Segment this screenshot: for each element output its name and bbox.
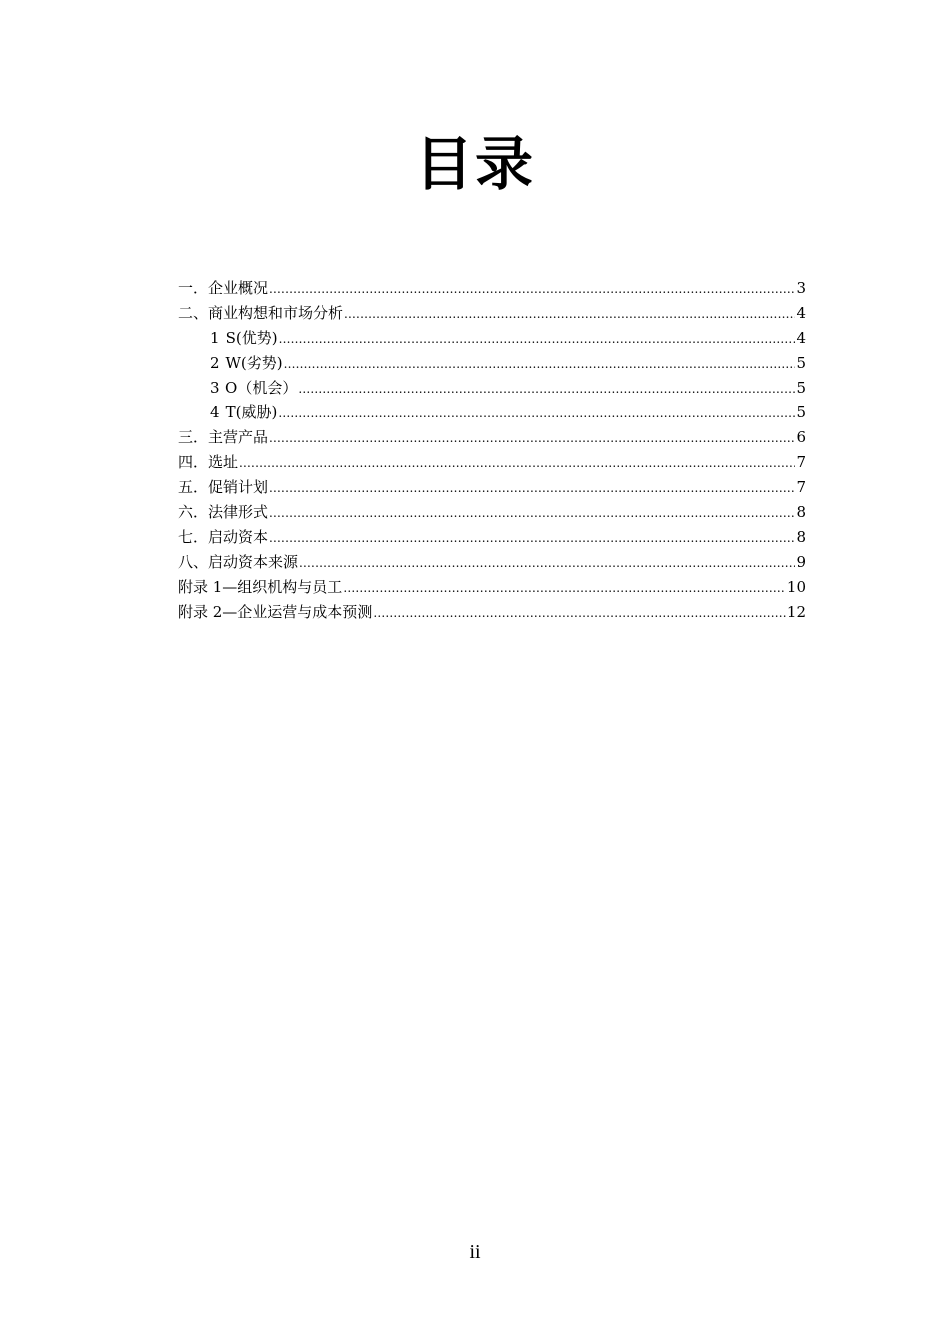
toc-entry[interactable]	[178, 475, 806, 500]
toc-entry-page: 7	[796, 478, 806, 497]
toc-entry-number: 3	[210, 378, 220, 397]
toc-leader	[269, 277, 795, 302]
toc-leader	[269, 501, 795, 526]
toc-entry-page: 4	[796, 328, 806, 347]
toc-leader	[269, 476, 795, 501]
toc-entry-number: 4	[210, 403, 220, 422]
toc-entry[interactable]	[178, 500, 806, 525]
toc-entry[interactable]	[178, 600, 806, 625]
toc-entry-label: O（机会）	[225, 378, 298, 397]
toc-entry-label: 附录 1—组织机构与员工	[178, 577, 343, 596]
toc-entry-label: 一．企业概况	[178, 279, 269, 297]
toc-leader	[284, 352, 796, 377]
toc-entry-page: 8	[796, 503, 806, 522]
toc-entry-label: 五．促销计划	[178, 478, 269, 497]
page-title: 目录	[414, 130, 535, 198]
toc-entry-number: 2	[210, 353, 220, 372]
toc-entry[interactable]	[178, 550, 806, 575]
toc-leader	[269, 526, 795, 551]
table-of-contents	[178, 276, 806, 624]
toc-leader	[299, 551, 795, 576]
toc-subentry[interactable]	[178, 376, 806, 401]
toc-leader	[269, 426, 795, 451]
toc-entry-page: 5	[796, 353, 806, 372]
toc-leader	[278, 401, 795, 426]
page-number: ii	[469, 1241, 481, 1263]
toc-entry-page: 10	[786, 577, 806, 596]
toc-entry-page: 12	[786, 602, 806, 621]
toc-leader	[344, 302, 795, 327]
toc-entry-page: 4	[796, 303, 806, 322]
toc-entry-label: 附录 2—企业运营与成本预测	[178, 602, 373, 621]
toc-entry-label: S(优势)	[225, 328, 278, 347]
toc-subentry[interactable]	[178, 400, 806, 425]
toc-entry-page: 9	[796, 552, 806, 571]
toc-leader	[279, 327, 796, 352]
toc-entry-label: T(威胁)	[225, 403, 278, 422]
toc-entry-label: 七．启动资本	[178, 527, 269, 546]
toc-subentry[interactable]	[178, 326, 806, 351]
toc-entry-page: 5	[796, 378, 806, 397]
toc-entry[interactable]	[178, 425, 806, 450]
toc-entry[interactable]	[178, 450, 806, 475]
toc-entry-label: W(劣势)	[225, 353, 283, 372]
toc-entry[interactable]	[178, 301, 806, 326]
toc-entry[interactable]	[178, 575, 806, 600]
toc-subentry[interactable]	[178, 351, 806, 376]
toc-leader	[373, 601, 786, 626]
toc-entry-page: 7	[796, 453, 806, 472]
toc-entry[interactable]	[178, 276, 806, 301]
toc-entry-label: 六．法律形式	[178, 503, 269, 522]
toc-entry-label: 四．选址	[178, 453, 239, 472]
toc-leader	[239, 451, 795, 476]
toc-entry-page: 6	[796, 428, 806, 447]
toc-entry-page: 3	[796, 279, 806, 297]
toc-leader	[343, 576, 786, 601]
toc-entry-label: 三．主营产品	[178, 428, 269, 447]
toc-entry-number: 1	[210, 328, 220, 347]
toc-entry-label: 八、启动资本来源	[178, 552, 299, 571]
toc-entry[interactable]	[178, 525, 806, 550]
toc-entry-page: 8	[796, 527, 806, 546]
toc-entry-label: 二、商业构想和市场分析	[178, 303, 344, 322]
toc-entry-page: 5	[796, 403, 806, 422]
toc-leader	[298, 377, 795, 402]
